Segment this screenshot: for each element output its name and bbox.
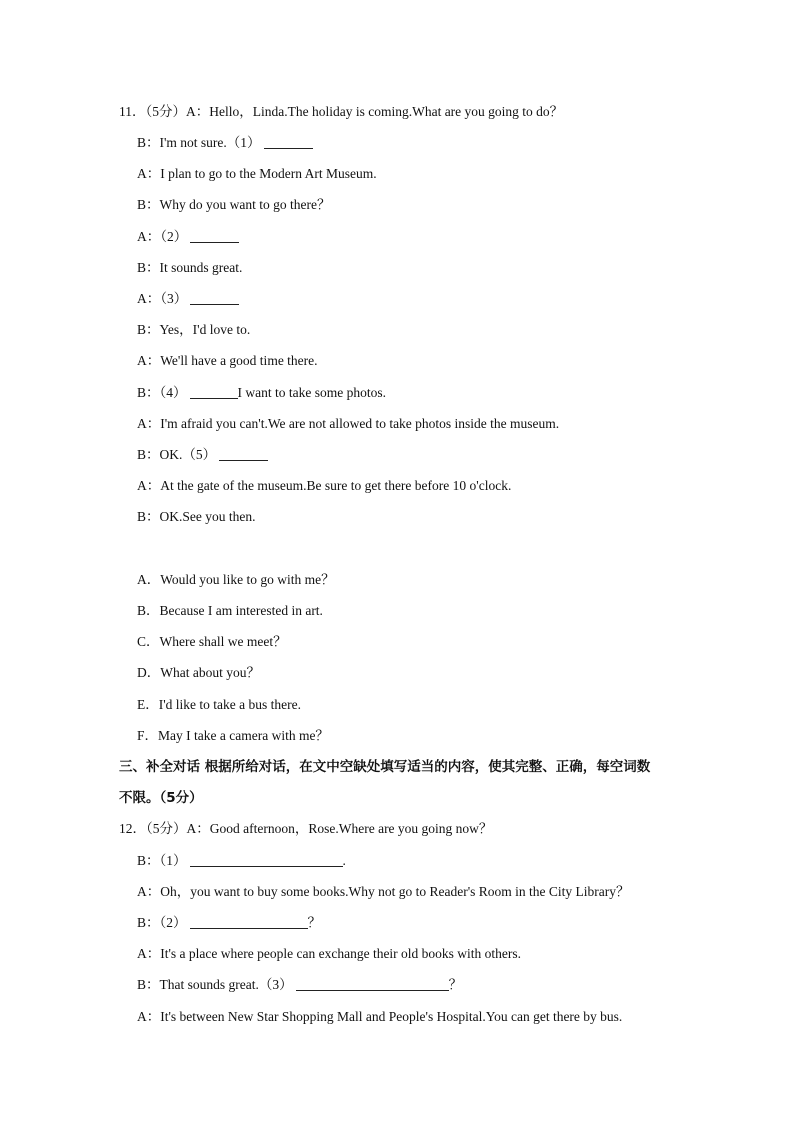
- text: .: [342, 853, 346, 868]
- option-b: B．Because I am interested in art.: [137, 603, 323, 618]
- text: B：（2）: [137, 915, 187, 930]
- text: ？: [307, 915, 322, 930]
- q12-line-3: [137, 914, 321, 932]
- option-f: F．May I take a camera with me？: [137, 728, 329, 743]
- text: B：That sounds great.（3）: [137, 977, 293, 992]
- q12-line-4: A：It's a place where people can exchange their old books with others.: [137, 946, 522, 961]
- text: A：（2）: [137, 229, 188, 244]
- q11-line-1: [137, 134, 313, 152]
- option-c: C．Where shall we meet？: [137, 634, 287, 649]
- text: A：（3）: [137, 291, 188, 306]
- q11-line-6: [137, 290, 239, 308]
- text: B：（4）: [137, 385, 187, 400]
- option-d: D．What about you？: [137, 665, 260, 680]
- q11-line-3: B：Why do you want to go there？: [137, 197, 331, 212]
- q11-line-13: B：OK.See you then.: [137, 509, 256, 524]
- section-heading-line-1: 三、补全对话 根据所给对话，在文中空缺处填写适当的内容，使其完整、正确，每空词数: [119, 759, 651, 775]
- text: I want to take some photos.: [237, 385, 386, 400]
- q11-line-4: [137, 228, 239, 246]
- answer-blank-5[interactable]: [219, 446, 268, 461]
- answer-blank-2[interactable]: [190, 228, 239, 243]
- q11-line-10: A：I'm afraid you can't.We are not allowed to take photos inside the museum.: [137, 416, 560, 431]
- q11-line-8: A：We'll have a good time there.: [137, 353, 318, 368]
- text: B：OK.（5）: [137, 447, 217, 462]
- q12-line-1: [137, 852, 346, 870]
- answer-blank-1[interactable]: [190, 852, 343, 867]
- answer-blank-1[interactable]: [264, 134, 313, 149]
- text: ？: [448, 977, 463, 992]
- q11-line-11: [137, 446, 268, 464]
- q12-line-5: [137, 976, 462, 994]
- q12-line-6: A：It's between New Star Shopping Mall and People's Hospital.You can get there by bus.: [137, 1009, 623, 1024]
- q11-line-5: B：It sounds great.: [137, 260, 243, 275]
- q11-intro: 11．（5分）A：Hello，Linda.The holiday is coming.What are you going to do？: [119, 104, 564, 119]
- q11-line-2: A：I plan to go to the Modern Art Museum.: [137, 166, 377, 181]
- q11-line-7: B：Yes，I'd love to.: [137, 322, 251, 337]
- q12-line-2: A：Oh，you want to buy some books.Why not go to Reader's Room in the City Library？: [137, 884, 630, 899]
- answer-blank-3[interactable]: [190, 290, 239, 305]
- option-a: A．Would you like to go with me？: [137, 572, 335, 587]
- answer-blank-3[interactable]: [296, 976, 449, 991]
- text: B：（1）: [137, 853, 187, 868]
- option-e: E．I'd like to take a bus there.: [137, 697, 302, 712]
- answer-blank-2[interactable]: [190, 914, 308, 929]
- answer-blank-4[interactable]: [190, 384, 238, 399]
- text: B：I'm not sure.（1）: [137, 135, 261, 150]
- q12-intro: 12．（5分）A：Good afternoon，Rose.Where are you going now？: [119, 821, 493, 836]
- q11-line-9: [137, 384, 386, 402]
- q11-line-12: A：At the gate of the museum.Be sure to get there before 10 o'clock.: [137, 478, 512, 493]
- section-heading-line-2: 不限。（5分）: [119, 790, 203, 806]
